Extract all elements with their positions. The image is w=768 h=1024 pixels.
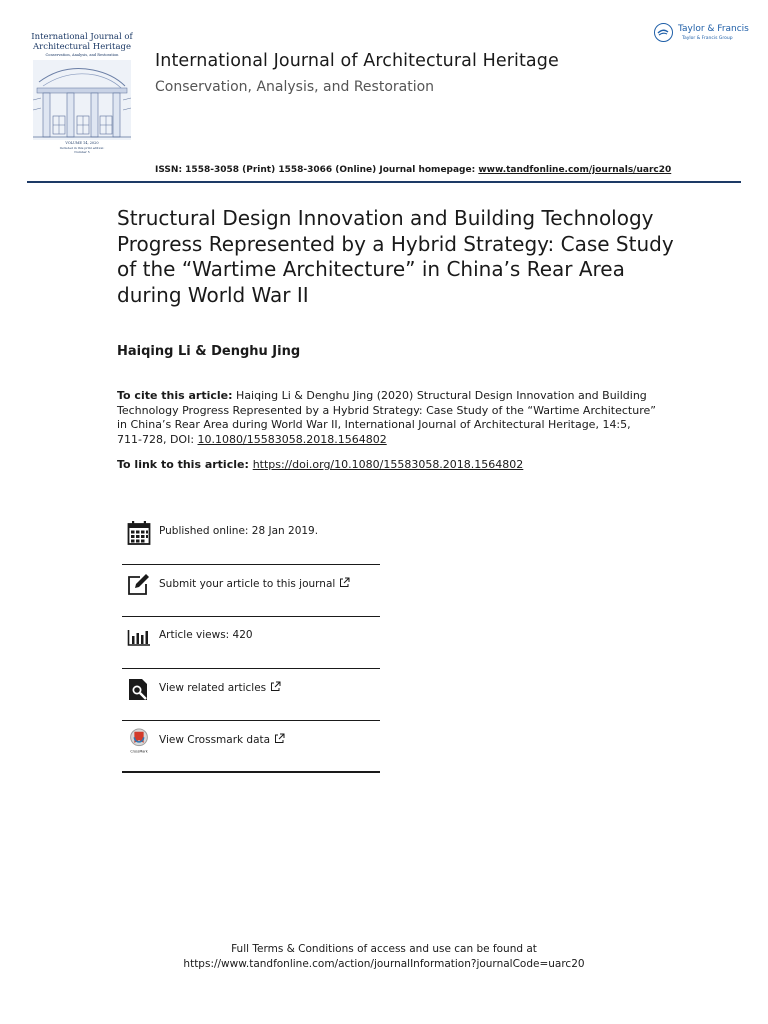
cover-subtitle: Conservation, Analysis, and Restoration	[45, 53, 119, 57]
article-link-block	[117, 458, 523, 471]
info-item-related[interactable]	[122, 669, 380, 721]
related-articles-link[interactable]	[159, 681, 281, 694]
journal-title: International Journal of Architectural Heritage	[155, 51, 559, 71]
citation-text: Haiqing Li & Denghu Jing (2020) Structural Design Innovation and Building Technology Progress Represented by a Hybrid Strategy: Case Study of the “Wartime Architecture” in China’s Rear Area during World War II, International Journal of Architectural Heritage, 14:5, 711-728, DOI:	[117, 389, 656, 446]
info-item-crossmark[interactable]	[122, 721, 380, 773]
cover-volume: VOLUME 14, 2020	[65, 141, 99, 145]
edit-icon	[127, 572, 151, 598]
publisher-name: Taylor & Francis	[678, 24, 749, 34]
cover-title	[31, 32, 133, 52]
publisher-group: Taylor & Francis Group	[682, 36, 733, 41]
crossmark-label: View Crossmark data	[159, 734, 271, 746]
search-document-icon	[127, 676, 151, 702]
related-articles-label: View related articles	[159, 682, 267, 694]
info-item-views	[122, 617, 380, 669]
header-divider	[27, 181, 741, 183]
crossmark-icon	[127, 728, 151, 754]
publisher-logo[interactable]	[654, 22, 749, 48]
journal-homepage-link[interactable]: www.tandfonline.com/journals/uarc20	[478, 165, 672, 175]
external-link-icon	[270, 681, 281, 692]
article-authors: Haiqing Li & Denghu Jing	[117, 344, 301, 359]
issn-line	[155, 165, 671, 175]
article-link-label: To link to this article:	[117, 458, 253, 471]
info-item-submit[interactable]	[122, 565, 380, 617]
publisher-logo-icon	[654, 23, 673, 42]
article-doi-link[interactable]: https://doi.org/10.1080/15583058.2018.1564802	[252, 458, 524, 471]
citation-block	[117, 389, 657, 447]
journal-cover	[31, 30, 133, 162]
cover-note	[31, 146, 133, 154]
submit-article-link[interactable]	[159, 577, 350, 590]
footer-line1: Full Terms & Conditions of access and use can be found at	[231, 943, 537, 955]
external-link-icon	[274, 733, 285, 744]
submit-article-label: Submit your article to this journal	[159, 578, 336, 590]
footer-terms	[0, 942, 768, 972]
cover-title-line2: Architectural Heritage	[33, 42, 131, 52]
article-views: Article views: 420	[159, 629, 253, 641]
cover-title-line1: International Journal of	[31, 32, 133, 42]
published-date: Published online: 28 Jan 2019.	[159, 525, 319, 537]
calendar-icon	[127, 520, 151, 546]
journal-subtitle: Conservation, Analysis, and Restoration	[155, 79, 435, 95]
citation-label: To cite this article:	[117, 389, 233, 402]
info-item-published	[122, 513, 380, 565]
citation-doi-link[interactable]: 10.1080/15583058.2018.1564802	[197, 432, 387, 446]
footer-terms-link[interactable]: https://www.tandfonline.com/action/journalInformation?journalCode=uarc20	[183, 958, 585, 970]
article-title: Structural Design Innovation and Building Technology Progress Represented by a Hybrid Strategy: Case Study of the “Wartime Architecture” in China’s Rear Area during World War II	[117, 206, 674, 307]
crossmark-link[interactable]	[159, 733, 285, 746]
external-link-icon	[339, 577, 350, 588]
issn-text: ISSN: 1558-3058 (Print) 1558-3066 (Online) Journal homepage:	[155, 165, 479, 175]
bar-chart-icon	[127, 624, 151, 650]
cover-building-illustration	[33, 60, 131, 140]
cover-note-line1: Included in this print edition:	[59, 146, 105, 150]
article-info-list	[122, 513, 380, 773]
cover-note-line2: Number 5	[74, 150, 90, 154]
crossmark-badge-text: CrossMark	[130, 749, 148, 754]
